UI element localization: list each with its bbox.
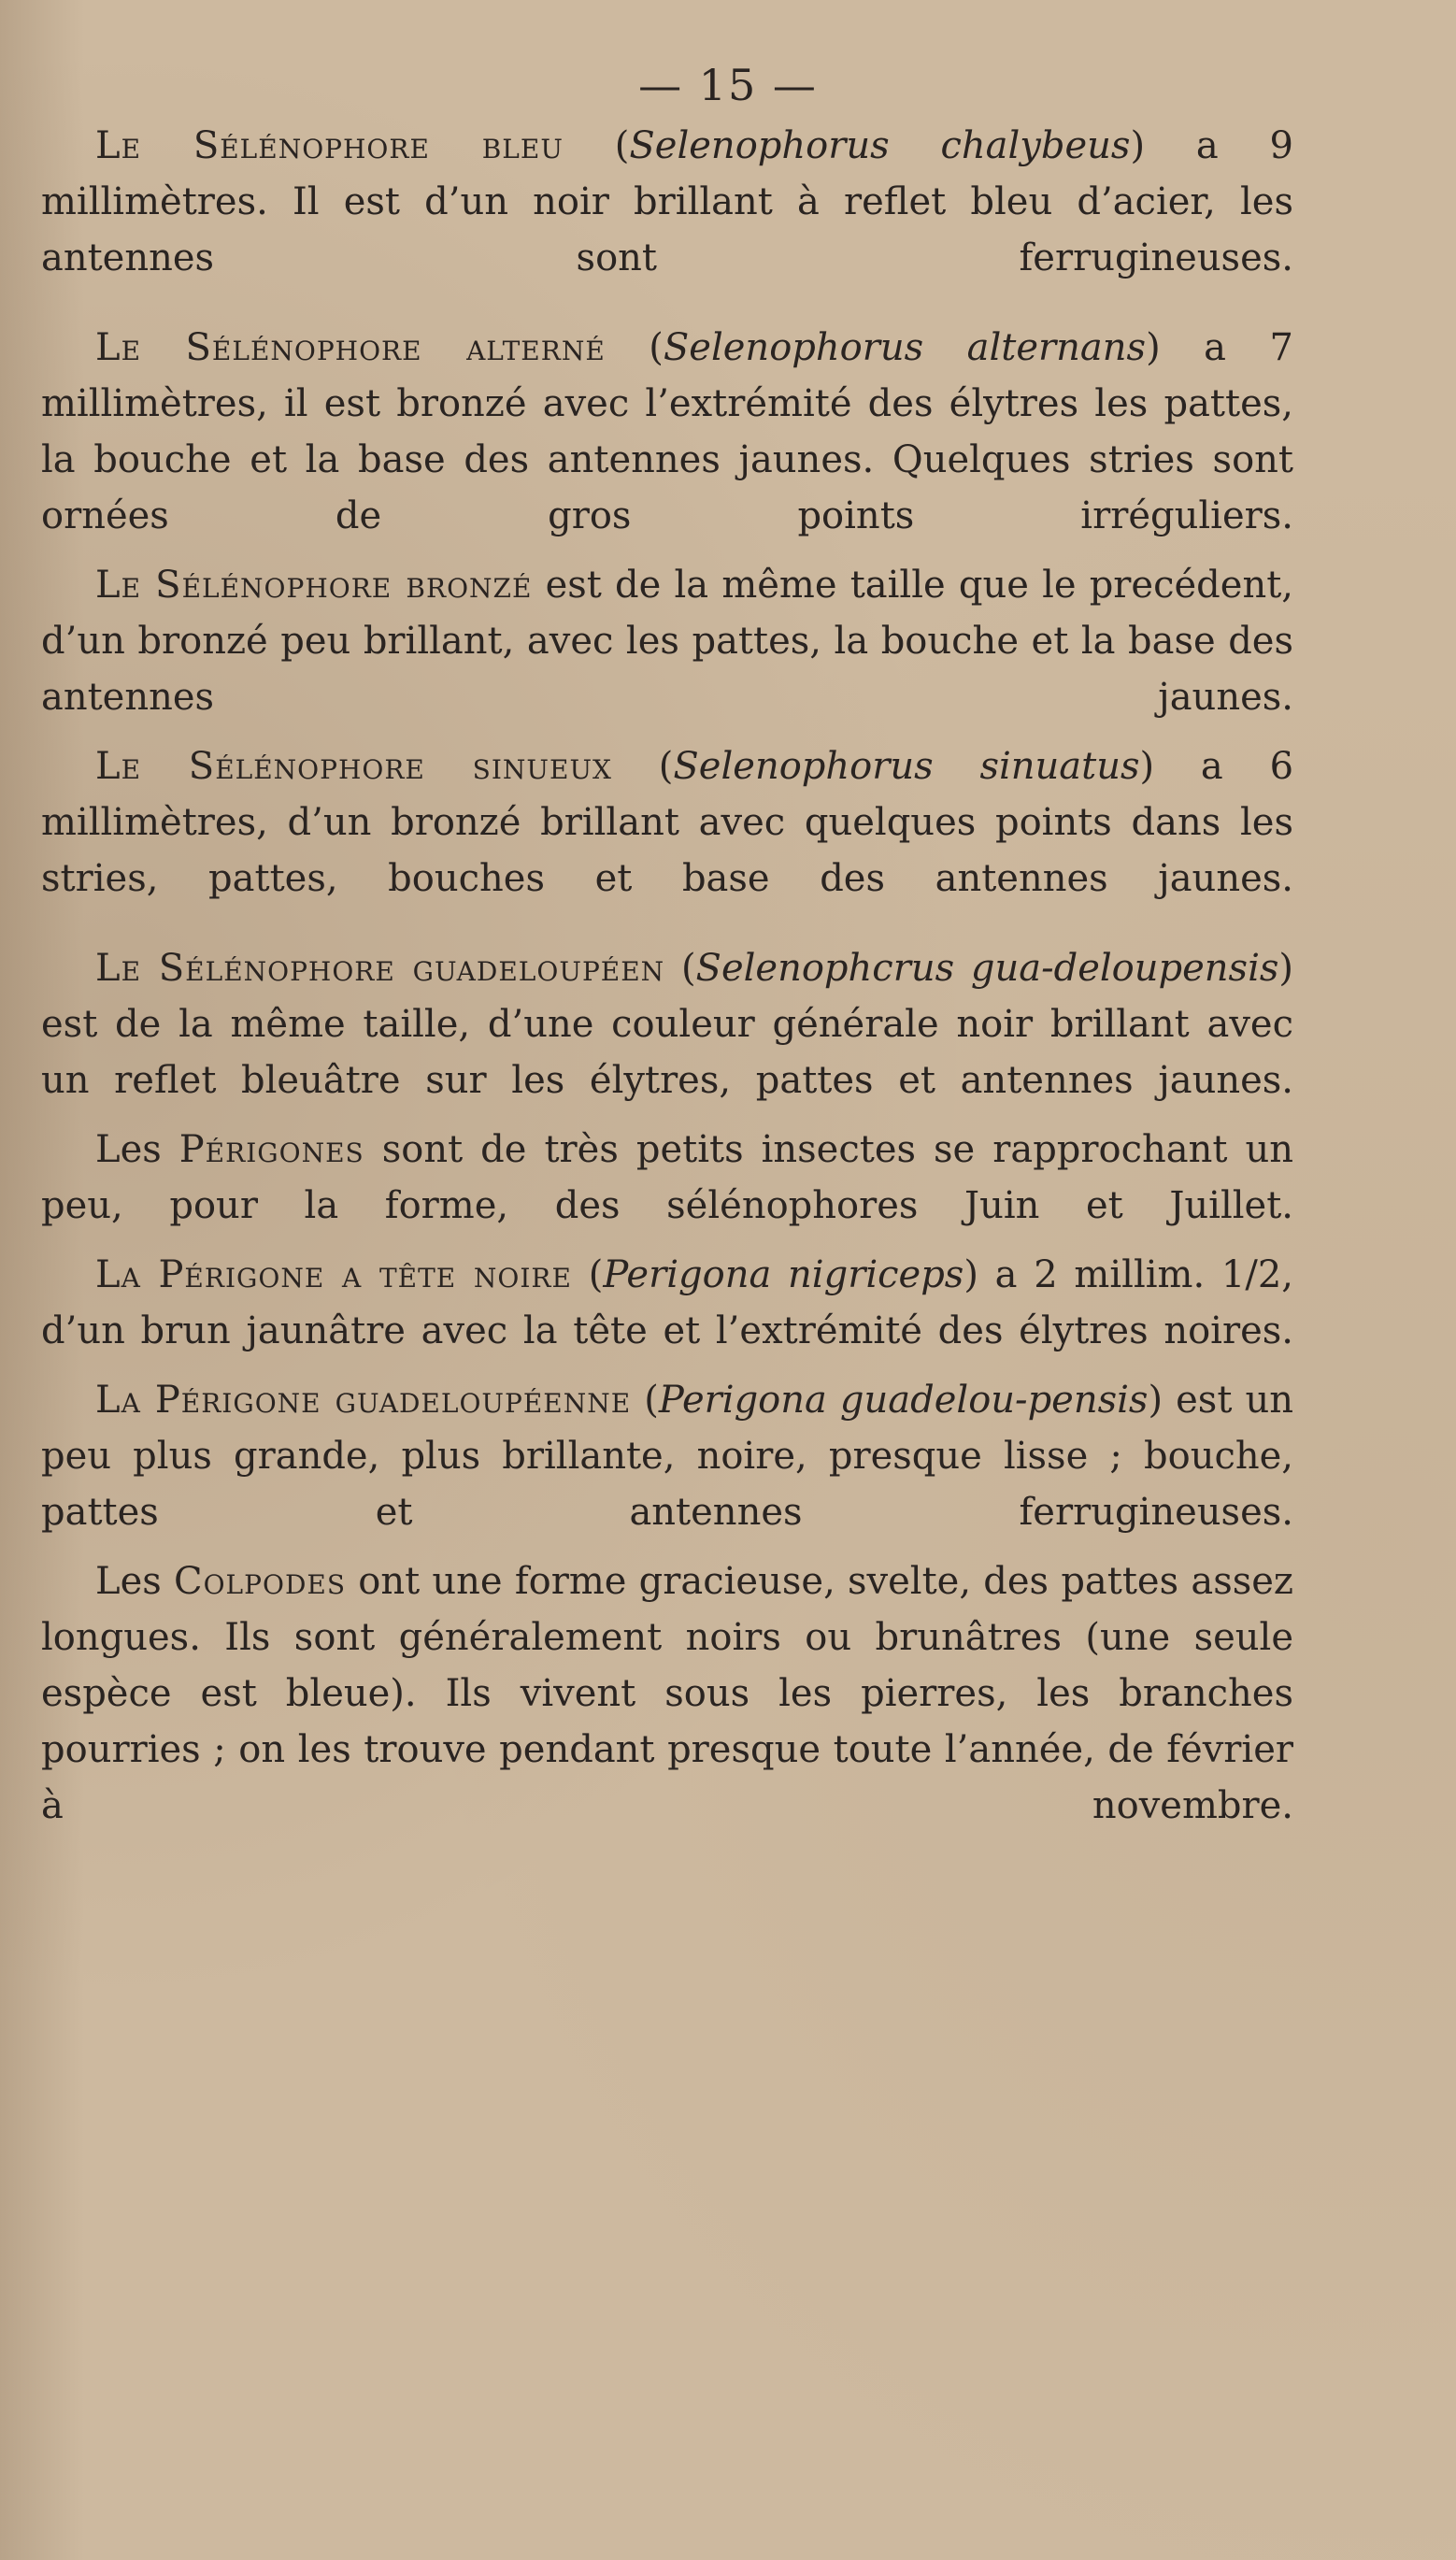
- paragraph-perigones: Les Périgones sont de très petits insectes se rapprochant un peu, pour la forme, des sélénophores Juin et Juillet.: [41, 1128, 1293, 1227]
- latin-name: Selenophcrus gua-deloupensis: [695, 947, 1279, 990]
- latin-name: Selenophorus chalybeus: [629, 124, 1131, 167]
- text-body: [41, 118, 1293, 1834]
- paragraph-colpodes: Les Colpodes ont une forme gracieuse, svelte, des pattes assez longues. Ils sont généralement noirs ou brunâtres (une seule espèce est bleue). Ils vivent sous les pierres, les branches pourries ; on les trouve pendant presque toute l’année, de février à novembre.: [41, 1560, 1293, 1827]
- paragraph-text: a 6 millimètres, d’un bronzé brillant avec quelques points dans les stries, pattes, bouches et base des antennes jaunes.: [41, 745, 1294, 900]
- paragraph-text: ont une forme gracieuse, svelte, des pattes assez longues. Ils sont généralement noirs ou brunâtres (une seule espèce est bleue). Ils vivent sous les pierres, les branches pourries ; on les trouve pendant presque toute l’année, de février à novembre.: [41, 1560, 1293, 1827]
- paragraph-selenophore-bleu: Le Sélénophore bleu (Selenophorus chalybeus) a 9 millimètres. Il est d’un noir brillant à reflet bleu d’acier, les antennes sont ferrugineuses.: [41, 124, 1294, 279]
- common-name: Le Sélénophore sinueux: [95, 745, 612, 788]
- paragraph-perigone-guadeloupeenne: La Périgone guadeloupéenne (Perigona guadelou-pensis) est un peu plus grande, plus brillante, noire, presque lisse ; bouche, pattes et antennes ferrugineuses.: [41, 1379, 1293, 1534]
- paragraph-selenophore-sinueux: Le Sélénophore sinueux (Selenophorus sinuatus) a 6 millimètres, d’un bronzé brillant avec quelques points dans les stries, pattes, bouches et base des antennes jaunes.: [41, 745, 1294, 900]
- common-name: Colpodes: [174, 1560, 347, 1603]
- page-number: — 15 —: [638, 60, 818, 110]
- paragraph-selenophore-guadeloupeen: Le Sélénophore guadeloupéen (Selenophcrus gua-deloupensis) est de la même taille, d’une couleur générale noir brillant avec un reflet bleuâtre sur les élytres, pattes et antennes jaunes.: [41, 947, 1294, 1102]
- paragraph-selenophore-alterne: Le Sélénophore alterné (Selenophorus alternans) a 7 millimètres, il est bronzé avec l’extrémité des élytres les pattes, la bouche et la base des antennes jaunes. Quelques stries sont ornées de gros points irréguliers.: [41, 326, 1293, 537]
- common-name: Le Sélénophore bronzé: [95, 564, 533, 607]
- paragraph-text: est de la même taille, d’une couleur générale noir brillant avec un reflet bleuâtre sur les élytres, pattes et antennes jaunes.: [41, 1003, 1293, 1102]
- common-name: La Périgone a tête noire: [95, 1253, 572, 1296]
- paragraph-perigone-tete-noire: La Périgone a tête noire (Perigona nigriceps) a 2 millim. 1/2, d’un brun jaunâtre avec la tête et l’extrémité des élytres noires.: [41, 1253, 1293, 1352]
- common-name: Périgones: [178, 1128, 364, 1171]
- common-name: La Périgone guadeloupéenne: [95, 1379, 632, 1422]
- common-name: Le Sélénophore bleu: [95, 124, 564, 167]
- paragraph-selenophore-bronze: [41, 557, 1293, 725]
- common-name: Le Sélénophore alterné: [95, 326, 606, 369]
- latin-name: Perigona guadelou-pensis: [658, 1379, 1149, 1422]
- paragraph-text: a 2 millim. 1/2, d’un brun jaunâtre avec la tête et l’extrémité des élytres noires.: [41, 1253, 1293, 1352]
- paragraph-text: a 9 millimètres. Il est d’un noir brillant à reflet bleu d’acier, les antennes sont ferrugineuses.: [41, 124, 1294, 279]
- latin-name: Selenophorus sinuatus: [673, 745, 1140, 788]
- paragraph-text: sont de très petits insectes se rapprochant un peu, pour la forme, des sélénophores Juin et Juillet.: [41, 1128, 1293, 1227]
- paragraph-text: a 7 millimètres, il est bronzé avec l’extrémité des élytres les pattes, la bouche et la base des antennes jaunes. Quelques stries sont ornées de gros points irréguliers.: [41, 326, 1293, 537]
- paragraph-text: est de la même taille que le precédent, d’un bronzé peu brillant, avec les pattes, la bouche et la base des antennes jaunes.: [41, 564, 1294, 719]
- paragraph-text: est un peu plus grande, plus brillante, noire, presque lisse ; bouche, pattes et antennes ferrugineuses.: [41, 1379, 1293, 1534]
- latin-name: Perigona nigriceps: [603, 1253, 964, 1296]
- common-name: Le Sélénophore guadeloupéen: [95, 947, 665, 990]
- latin-name: Selenophorus alternans: [663, 326, 1147, 369]
